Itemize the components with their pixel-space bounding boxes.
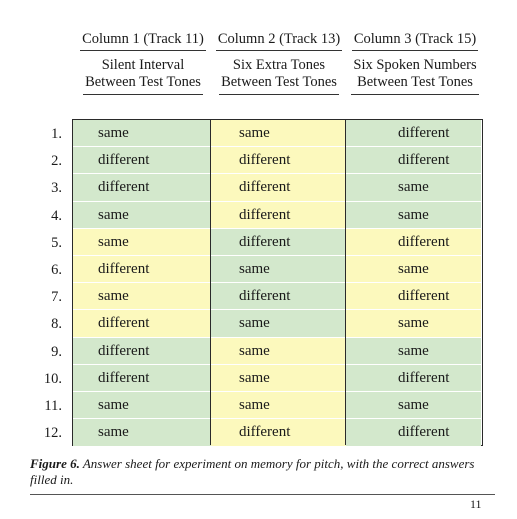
table-row [73,310,482,337]
answer-cell: same [73,392,211,419]
table-row [73,338,482,365]
column-3-title: Column 3 (Track 15) [352,31,478,51]
footer-rule [30,494,495,495]
row-number: 3. [51,180,62,197]
row-number: 2. [51,153,62,170]
column-divider [345,120,346,445]
table-row [73,229,482,256]
row-number: 9. [51,343,62,360]
answer-cell: different [73,256,211,283]
answer-cell: different [346,283,481,310]
answer-cell: different [211,229,346,256]
answer-cell: same [346,174,481,201]
row-number: 12. [43,425,62,442]
answer-cell: same [211,392,346,419]
column-1-title: Column 1 (Track 11) [80,31,206,51]
answer-cell: different [346,147,481,174]
answer-cell: different [211,283,346,310]
table-row [73,174,482,201]
answer-cell: different [211,174,346,201]
column-2-description [219,57,339,95]
table-row [73,256,482,283]
column-3-desc-line1: Six Spoken Numbers [353,57,477,73]
row-number: 4. [51,207,62,224]
column-2-header [210,31,348,95]
table-row [73,283,482,310]
answer-cell: different [211,147,346,174]
answer-cell: different [211,202,346,229]
column-3-description [351,57,478,95]
answer-cell: different [73,338,211,365]
column-1-description [83,57,203,95]
answer-cell: different [346,120,481,147]
caption-label: Figure 6. [30,456,80,471]
table-row [73,365,482,392]
answer-cell: same [73,202,211,229]
answer-cell: same [73,229,211,256]
answer-cell: different [346,229,481,256]
table-row [73,147,482,174]
row-number: 11. [44,398,62,414]
answer-cell: same [211,338,346,365]
column-1-desc-line2: Between Test Tones [85,74,201,90]
answer-cell: same [211,120,346,147]
answer-cell: different [73,310,211,337]
table-row [73,120,482,147]
answer-cell: different [73,147,211,174]
caption-text: Answer sheet for experiment on memory for pitch, with the correct answers filled in. [30,456,475,487]
answer-cell: same [346,310,481,337]
table-row [73,202,482,229]
answer-cell: same [346,256,481,283]
answer-cell: same [211,256,346,283]
column-3-desc-line2: Between Test Tones [357,74,473,90]
answer-cell: same [346,338,481,365]
answer-cell: same [73,419,211,446]
row-number: 8. [51,316,62,333]
answer-cell: different [73,174,211,201]
answer-cell: same [346,392,481,419]
answer-cell: different [346,365,481,392]
row-number: 1. [51,126,62,142]
answer-cell: same [211,365,346,392]
answer-cell: same [211,310,346,337]
row-number: 7. [51,289,62,306]
figure-caption [30,456,490,488]
answer-grid [72,119,483,446]
page-number: 11 [470,497,482,511]
column-2-desc-line2: Between Test Tones [221,74,337,90]
table-row [73,392,482,419]
row-number: 6. [51,262,62,278]
table-row [73,419,482,446]
row-number: 5. [51,234,62,251]
column-2-title: Column 2 (Track 13) [216,31,342,51]
column-2-desc-line1: Six Extra Tones [232,57,326,73]
answer-cell: different [346,419,481,446]
answer-cell: same [73,120,211,147]
answer-cell: different [211,419,346,446]
row-number: 10. [43,370,62,387]
column-divider [210,120,211,445]
column-1-desc-line1: Silent Interval [101,57,185,73]
answer-cell: different [73,365,211,392]
answer-cell: same [346,202,481,229]
answer-cell: same [73,283,211,310]
column-3-header [346,31,484,95]
column-1-header [74,31,212,95]
